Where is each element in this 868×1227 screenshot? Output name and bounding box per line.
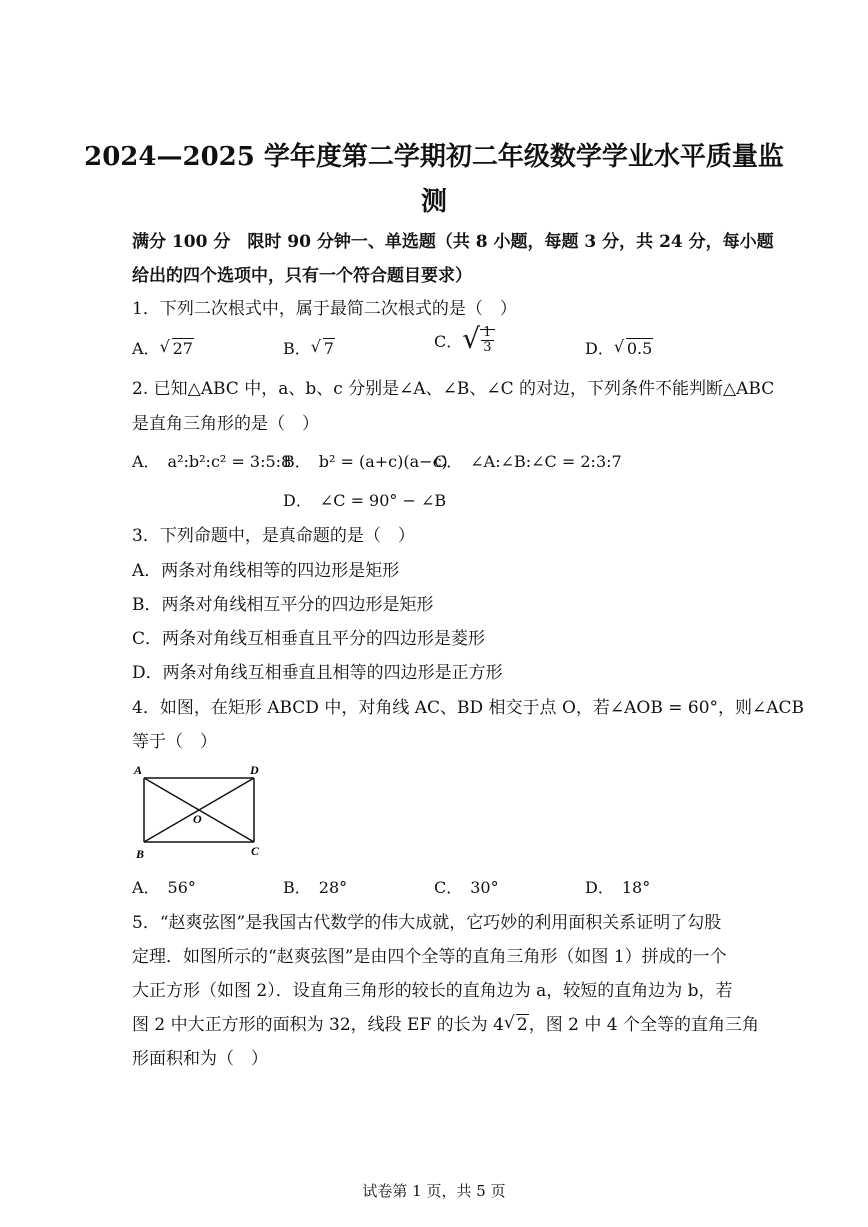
q1-option-d: D． √ 0.5 [585, 337, 653, 358]
label-b: B [136, 847, 145, 861]
q1-stem: 1．下列二次根式中，属于最简二次根式的是（ ） [132, 299, 517, 319]
q4-stem-line-2: 等于（ ） [132, 732, 217, 752]
label-c: C [251, 844, 260, 858]
q5-line-3: 大正方形（如图 2）．设直角三角形的较长的直角边为 a，较短的直角边为 b，若 [132, 981, 733, 1001]
q3-stem: 3．下列命题中，是真命题的是（ ） [132, 526, 415, 546]
q5-line-5: 形面积和为（ ） [132, 1049, 268, 1069]
q2-option-b: B． b² = (a+c)(a−c) [283, 452, 448, 471]
q5-line-1: 5．“赵爽弦图”是我国古代数学的伟大成就，它巧妙的利用面积关系证明了勾股 [132, 913, 722, 933]
q2-option-c: C． ∠A:∠B:∠C = 2:3:7 [434, 452, 622, 471]
label-a: A [134, 763, 143, 777]
q4-option-d: D． 18° [585, 878, 651, 897]
q4-option-a: A． 56° [132, 878, 196, 897]
page-title-line-2: 测 [420, 187, 447, 217]
q3-option-b: B．两条对角线相互平分的四边形是矩形 [132, 595, 434, 615]
q1-option-c: C． √ $\frac{1}{3}$ [434, 326, 495, 355]
q3-option-a: A．两条对角线相等的四边形是矩形 [132, 561, 400, 581]
q2-stem-line-1: 2. 已知△ABC 中，a、b、c 分别是∠A、∠B、∠C 的对边，下列条件不能判断△ABC [132, 379, 775, 399]
page-footer: 试卷第 1 页，共 5 页 [362, 1182, 506, 1200]
q5-line-4: 图 2 中大正方形的面积为 32，线段 EF 的长为 4 √ 2，图 2 中 4 个全等的直角三角 [132, 1013, 759, 1035]
q1-option-b: B． √ 7 [283, 337, 334, 358]
label-o: O [193, 812, 202, 826]
q4-stem-line-1: 4．如图，在矩形 ABCD 中，对角线 AC、BD 相交于点 O，若∠AOB = 60°，则∠ACB [132, 698, 805, 718]
q1-option-a: A． √ 27 [132, 337, 193, 358]
q2-option-d: D． ∠C = 90° − ∠B [283, 491, 447, 510]
rectangle-abcd-figure [132, 762, 272, 862]
section-intro-line-1: 满分 100 分 限时 90 分钟一、单选题（共 8 小题，每题 3 分，共 24 分，每小题 [132, 232, 774, 252]
q3-option-c: C．两条对角线互相垂直且平分的四边形是菱形 [132, 629, 486, 649]
q4-option-b: B． 28° [283, 878, 348, 897]
section-intro-line-2: 给出的四个选项中，只有一个符合题目要求） [132, 266, 472, 286]
q2-option-a: A． a²:b²:c² = 3:5:8 [132, 452, 292, 471]
page-title-line-1: 2024—2025 学年度第二学期初二年级数学学业水平质量监 [84, 142, 784, 172]
q5-line-2: 定理．如图所示的“赵爽弦图”是由四个全等的直角三角形（如图 1）拼成的一个 [132, 947, 727, 967]
q4-option-c: C． 30° [434, 878, 499, 897]
q3-option-d: D．两条对角线互相垂直且相等的四边形是正方形 [132, 663, 503, 683]
q2-stem-line-2: 是直角三角形的是（ ） [132, 414, 319, 434]
label-d: D [250, 763, 259, 777]
